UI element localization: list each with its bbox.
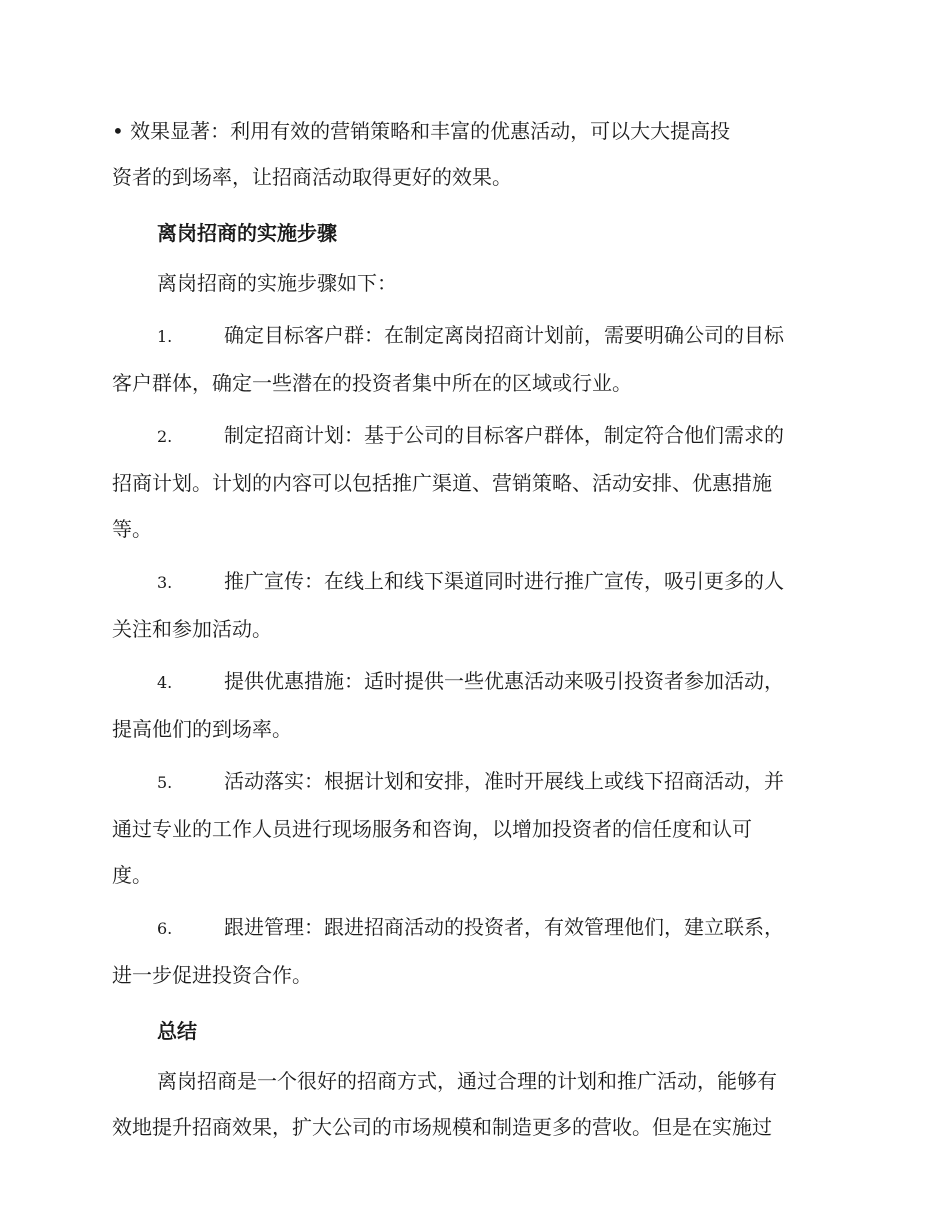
list-item-continuation: 进一步促进投资合作。 xyxy=(112,963,312,987)
list-number: 1. xyxy=(157,327,173,346)
steps-list xyxy=(112,312,838,998)
list-item-continuation: 关注和参加活动。 xyxy=(112,617,272,641)
intro-line-2: 资者的到场率，让招商活动取得更好的效果。 xyxy=(112,165,512,189)
steps-intro: 离岗招商的实施步骤如下： xyxy=(157,271,397,295)
list-item-continuation: 提高他们的到场率。 xyxy=(112,717,292,741)
list-item-step-4 xyxy=(112,658,838,752)
list-number: 3. xyxy=(157,573,173,592)
list-item-continuation: 通过专业的工作人员进行现场服务和咨询，以增加投资者的信任度和认可 xyxy=(112,817,752,841)
list-item-first-line: 推广宣传：在线上和线下渠道同时进行推广宣传，吸引更多的人 xyxy=(224,569,784,593)
list-item-first-line: 确定目标客户群：在制定离岗招商计划前，需要明确公司的目标 xyxy=(224,323,784,347)
list-item-first-line: 提供优惠措施：适时提供一些优惠活动来吸引投资者参加活动， xyxy=(224,669,784,693)
list-item-continuation: 等。 xyxy=(112,517,152,541)
list-number: 5. xyxy=(157,773,173,792)
list-item-first-line: 制定招商计划：基于公司的目标客户群体，制定符合他们需求的 xyxy=(224,423,784,447)
list-item-step-6 xyxy=(112,904,838,998)
intro-paragraph xyxy=(112,108,838,200)
summary-line-1: 离岗招商是一个很好的招商方式，通过合理的计划和推广活动，能够有 xyxy=(157,1069,777,1093)
steps-heading: 离岗招商的实施步骤 xyxy=(157,221,337,245)
summary-heading: 总结 xyxy=(157,1019,197,1043)
list-number: 4. xyxy=(157,673,173,692)
summary-paragraph xyxy=(112,1058,838,1150)
list-item-step-1 xyxy=(112,312,838,406)
list-item-continuation: 招商计划。计划的内容可以包括推广渠道、营销策略、活动安排、优惠措施 xyxy=(112,471,772,495)
list-number: 6. xyxy=(157,919,173,938)
list-item-first-line: 跟进管理：跟进招商活动的投资者，有效管理他们，建立联系， xyxy=(224,915,784,939)
intro-line-1: • 效果显著：利用有效的营销策略和丰富的优惠活动，可以大大提高投 xyxy=(112,119,731,143)
list-item-continuation: 度。 xyxy=(112,863,152,887)
summary-line-2: 效地提升招商效果，扩大公司的市场规模和制造更多的营收。但是在实施过 xyxy=(112,1115,772,1139)
list-number: 2. xyxy=(157,427,173,446)
list-item-continuation: 客户群体，确定一些潜在的投资者集中所在的区域或行业。 xyxy=(112,371,632,395)
list-item-step-2 xyxy=(112,412,838,552)
list-item-first-line: 活动落实：根据计划和安排，准时开展线上或线下招商活动，并 xyxy=(224,769,784,793)
list-item-step-3 xyxy=(112,558,838,652)
list-item-step-5 xyxy=(112,758,838,898)
